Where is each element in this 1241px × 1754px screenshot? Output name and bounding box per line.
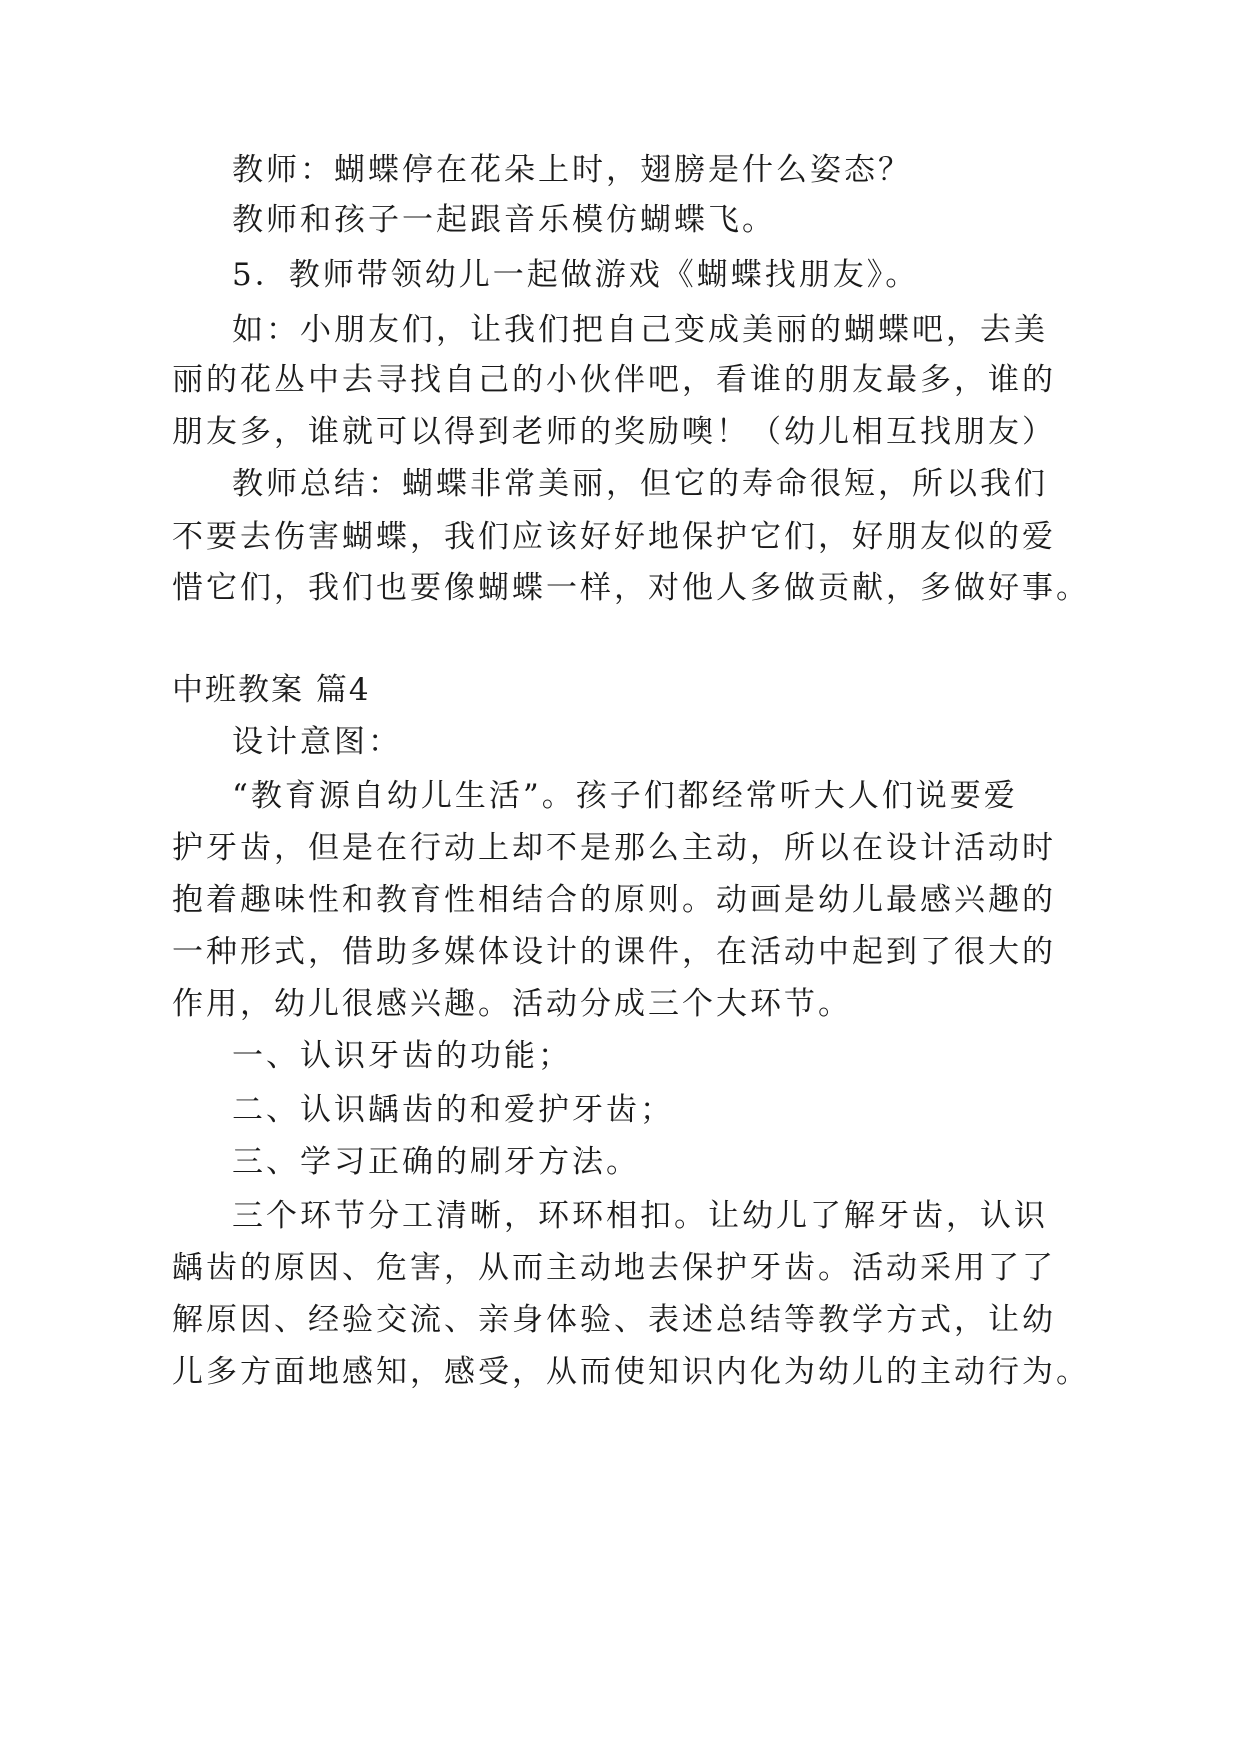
paragraph-line: 护牙齿，但是在行动上却不是那么主动，所以在设计活动时 <box>172 830 1056 866</box>
paragraph-imitate-butterfly: 教师和孩子一起跟音乐模仿蝴蝶飞。 <box>232 202 776 238</box>
paragraph-teacher-question: 教师：蝴蝶停在花朵上时，翅膀是什么姿态？ <box>232 152 912 188</box>
paragraph-line: 解原因、经验交流、亲身体验、表述总结等教学方式，让幼 <box>172 1302 1056 1338</box>
paragraph-line: 一种形式，借助多媒体设计的课件，在活动中起到了很大的 <box>172 934 1056 970</box>
paragraph-line: 丽的花丛中去寻找自己的小伙伴吧，看谁的朋友最多，谁的 <box>172 362 1056 398</box>
paragraph-line: 抱着趣味性和教育性相结合的原则。动画是幼儿最感兴趣的 <box>172 882 1056 918</box>
paragraph-line: 儿多方面地感知，感受，从而使知识内化为幼儿的主动行为。 <box>172 1354 1090 1390</box>
paragraph-line: 作用，幼儿很感兴趣。活动分成三个大环节。 <box>172 986 852 1022</box>
list-item: 一、认识牙齿的功能； <box>232 1038 572 1074</box>
paragraph-line: 不要去伤害蝴蝶，我们应该好好地保护它们，好朋友似的爱 <box>172 519 1056 555</box>
paragraph-line: “教育源自幼儿生活”。孩子们都经常听大人们说要爱 <box>232 778 1018 814</box>
list-item: 二、认识龋齿的和爱护牙齿； <box>232 1092 674 1128</box>
section-heading: 中班教案 篇4 <box>172 672 371 708</box>
paragraph-line: 龋齿的原因、危害，从而主动地去保护牙齿。活动采用了了 <box>172 1250 1056 1286</box>
paragraph-line: 惜它们，我们也要像蝴蝶一样，对他人多做贡献，多做好事。 <box>172 570 1090 606</box>
paragraph-line: 朋友多，谁就可以得到老师的奖励噢！（幼儿相互找朋友） <box>172 414 1056 450</box>
paragraph-line: 教师总结：蝴蝶非常美丽，但它的寿命很短，所以我们 <box>232 466 1048 502</box>
subheading-design-intent: 设计意图： <box>232 724 402 760</box>
paragraph-line: 三个环节分工清晰，环环相扣。让幼儿了解牙齿，认识 <box>232 1198 1048 1234</box>
paragraph-step-5: 5．教师带领幼儿一起做游戏《蝴蝶找朋友》。 <box>232 257 920 293</box>
paragraph-line: 如：小朋友们，让我们把自己变成美丽的蝴蝶吧，去美 <box>232 312 1048 348</box>
list-item: 三、学习正确的刷牙方法。 <box>232 1144 640 1180</box>
